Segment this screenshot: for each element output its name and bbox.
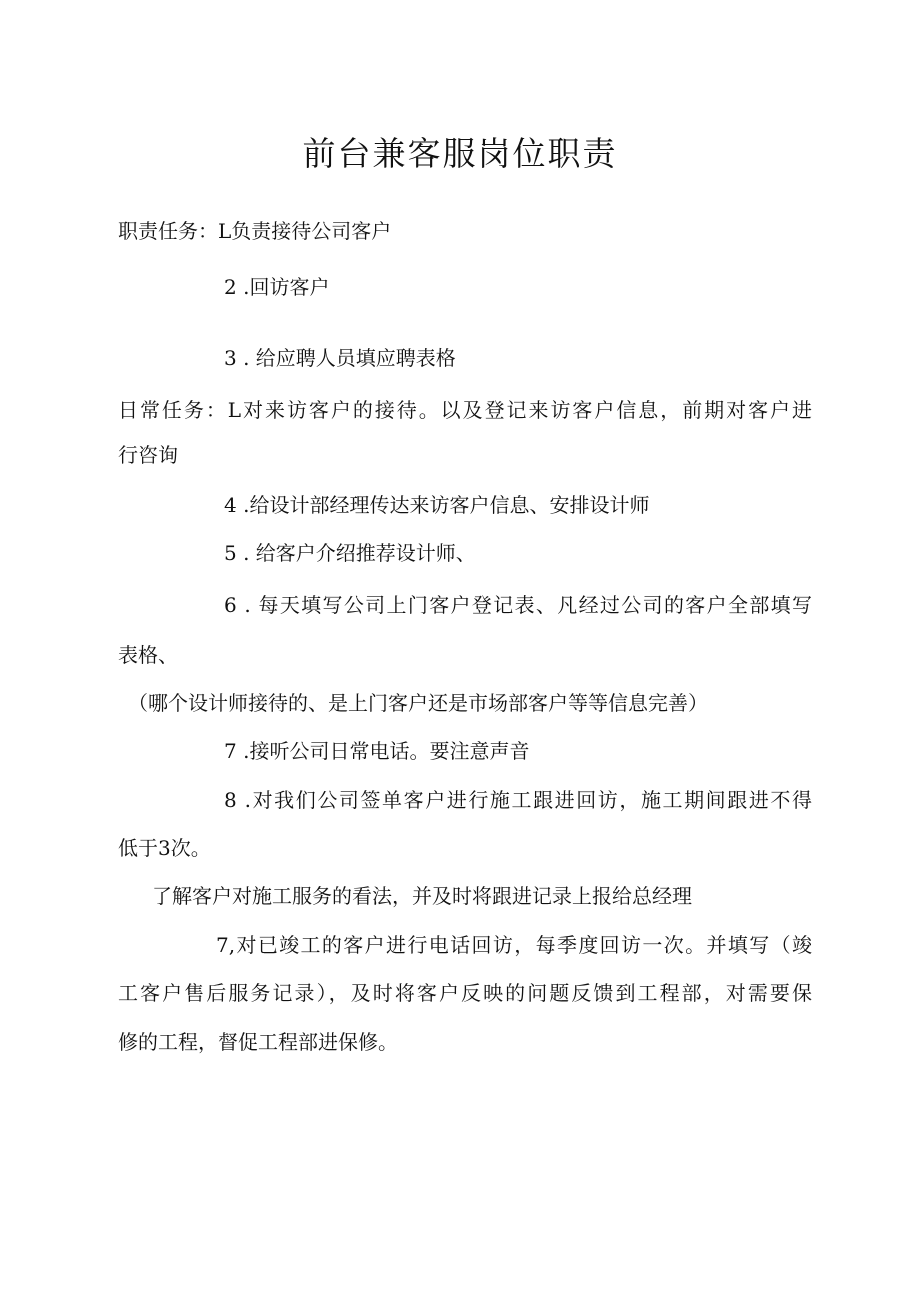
duty-item-3: 3 . 给应聘人员填应聘表格 [224, 346, 456, 370]
daily-item-4: 4 .给设计部经理传达来访客户信息、安排设计师 [224, 493, 650, 517]
document-title: 前台兼客服岗位职责 [302, 134, 618, 173]
after-sales-item: 7,对已竣工的客户进行电话回访，每季度回访一次。并填写（竣 [216, 933, 812, 957]
daily-item-6: 6 . 每天填写公司上门客户登记表、凡经过公司的客户全部填写 [224, 593, 812, 617]
after-sales-item-continued: 工客户售后服务记录），及时将客户反映的问题反馈到工程部，对需要保 [118, 981, 812, 1005]
duty-task-line: 职责任务：L负责接待公司客户 [118, 219, 392, 243]
daily-task-line-continued: 行咨询 [118, 443, 178, 467]
daily-item-8-continued: 低于3次。 [118, 836, 211, 860]
feedback-line: 了解客户对施工服务的看法，并及时将跟进记录上报给总经理 [152, 884, 692, 908]
daily-item-7: 7 .接听公司日常电话。要注意声音 [224, 739, 530, 763]
daily-item-5: 5 . 给客户介绍推荐设计师、 [224, 541, 476, 565]
duty-item-2: 2 .回访客户 [224, 275, 330, 299]
after-sales-item-end: 修的工程，督促工程部进保修。 [118, 1030, 398, 1054]
daily-item-8: 8 .对我们公司签单客户进行施工跟进回访，施工期间跟进不得 [224, 788, 812, 812]
daily-task-line: 日常任务：L对来访客户的接待。以及登记来访客户信息，前期对客户进 [118, 398, 812, 422]
daily-item-6-note: （哪个设计师接待的、是上门客户还是市场部客户等等信息完善） [128, 691, 708, 715]
daily-item-6-continued: 表格、 [118, 643, 178, 667]
